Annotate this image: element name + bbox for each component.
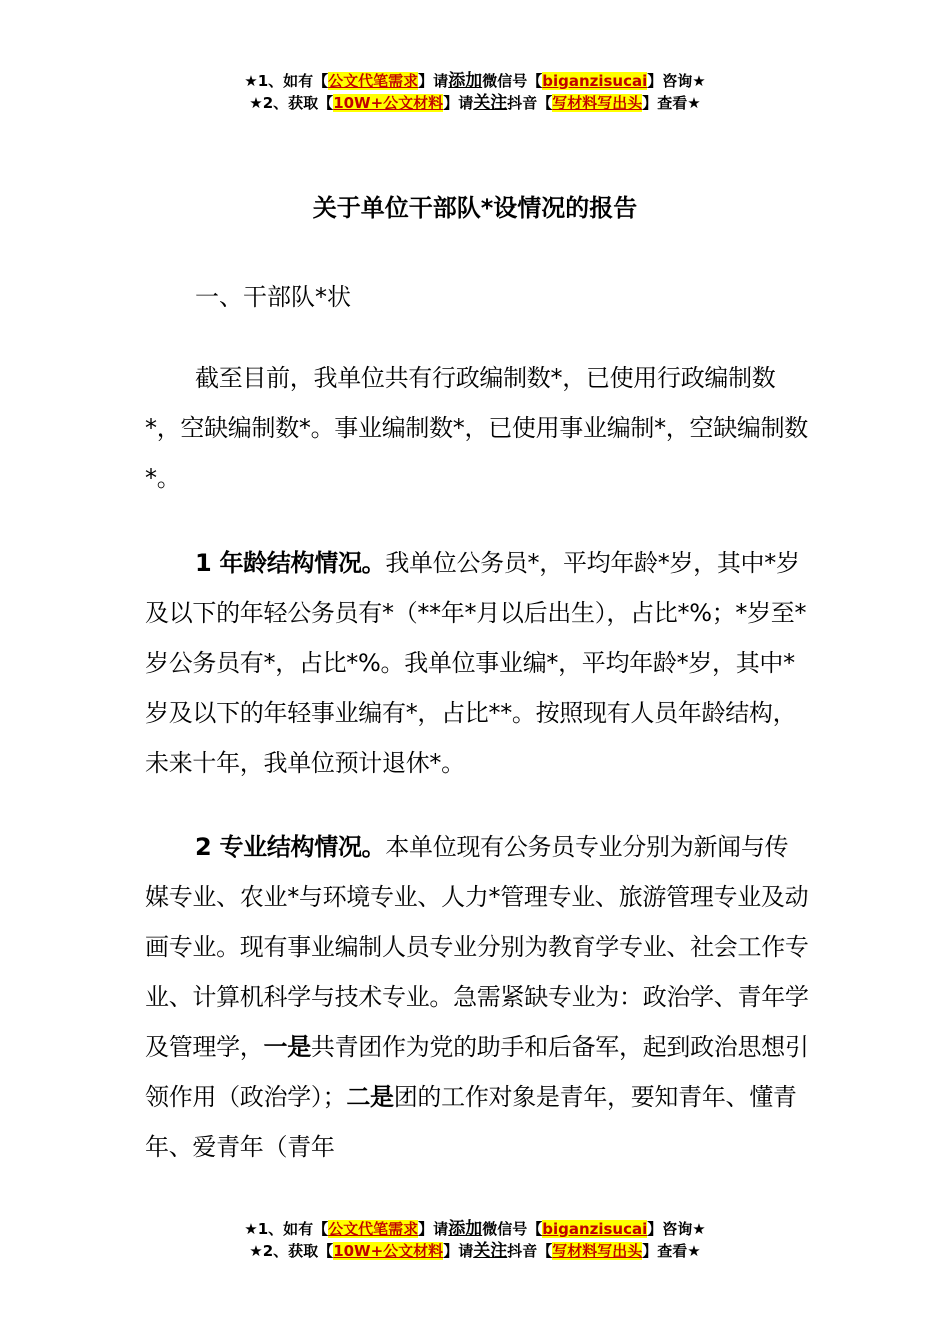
paragraph-text: 共青团作为党的助手和后备军，起到政治思想引领作用（政治学）； xyxy=(145,1033,809,1111)
banner-text: ★1、如有【 xyxy=(244,1220,329,1238)
paragraph-text: 我单位公务员*，平均年龄*岁，其中*岁及以下的年轻公务员有*（**年*月以后出生），占比*%；*岁至*岁公务员有*，占比*%。我单位事业编*，平均年龄*岁，其中*岁及以下的年轻事业编有*，占比**。按照现有人员年龄结构，未来十年，我单位预计退休*。 xyxy=(145,549,807,777)
banner-text: 微信号【 xyxy=(482,1220,543,1238)
banner-text: 抖音【 xyxy=(507,1242,553,1260)
banner-highlight: biganzisucai xyxy=(542,72,648,90)
banner-highlight: 写材料写出头 xyxy=(552,1242,643,1260)
banner-underline: 关注 xyxy=(473,1241,508,1261)
banner-text: 微信号【 xyxy=(482,72,543,90)
banner-text: ★2、获取【 xyxy=(249,1242,334,1260)
banner-highlight: 10W+公文材料 xyxy=(333,1242,444,1260)
paragraph-emphasis: 二是 xyxy=(346,1083,394,1111)
banner-highlight: biganzisucai xyxy=(542,1220,648,1238)
banner-text: 】查看★ xyxy=(642,94,701,112)
banner-text: 】请 xyxy=(418,1220,449,1238)
paragraph-lead: 1 年龄结构情况。 xyxy=(195,549,386,577)
banner-line-1 xyxy=(0,70,950,92)
banner-text: 】请 xyxy=(443,1242,474,1260)
banner-text: 】请 xyxy=(443,94,474,112)
banner-underline: 添加 xyxy=(448,1219,483,1239)
banner-highlight: 公文代笔需求 xyxy=(328,1220,419,1238)
banner-text: 】咨询★ xyxy=(647,72,706,90)
banner-text: 】咨询★ xyxy=(647,1220,706,1238)
footer-banner xyxy=(0,1218,950,1262)
paragraph-text: 团的工作对象是青年，要知青年、懂青年、爱青年（青年 xyxy=(145,1083,797,1161)
paragraph-emphasis: 一是 xyxy=(263,1033,311,1061)
paragraph-major-structure xyxy=(145,822,810,1172)
paragraph-age-structure xyxy=(145,538,810,788)
banner-text: 】查看★ xyxy=(642,1242,701,1260)
banner-line-2 xyxy=(0,1240,950,1262)
banner-text: ★1、如有【 xyxy=(244,72,329,90)
banner-line-2 xyxy=(0,92,950,114)
paragraph-text: 截至目前，我单位共有行政编制数*，已使用行政编制数*，空缺编制数*。事业编制数*，已使用事业编制*，空缺编制数*。 xyxy=(145,364,808,492)
banner-text: 】请 xyxy=(418,72,449,90)
banner-line-1 xyxy=(0,1218,950,1240)
banner-text: ★2、获取【 xyxy=(249,94,334,112)
paragraph-text: 本单位现有公务员专业分别为新闻与传媒专业、农业*与环境专业、人力*管理专业、旅游管理专业及动画专业。现有事业编制人员专业分别为教育学专业、社会工作专业、计算机科学与技术专业。急需紧缺专业为：政治学、青年学及管理学， xyxy=(145,833,809,1061)
paragraph-staffing xyxy=(145,353,810,503)
section-heading: 一、干部队*状 xyxy=(195,283,351,311)
document-title: 关于单位干部队*设情况的报告 xyxy=(312,194,638,222)
banner-highlight: 公文代笔需求 xyxy=(328,72,419,90)
header-banner xyxy=(0,70,950,114)
banner-highlight: 10W+公文材料 xyxy=(333,94,444,112)
banner-text: 抖音【 xyxy=(507,94,553,112)
banner-highlight: 写材料写出头 xyxy=(552,94,643,112)
banner-underline: 添加 xyxy=(448,71,483,91)
banner-underline: 关注 xyxy=(473,93,508,113)
paragraph-lead: 2 专业结构情况。 xyxy=(195,833,386,861)
